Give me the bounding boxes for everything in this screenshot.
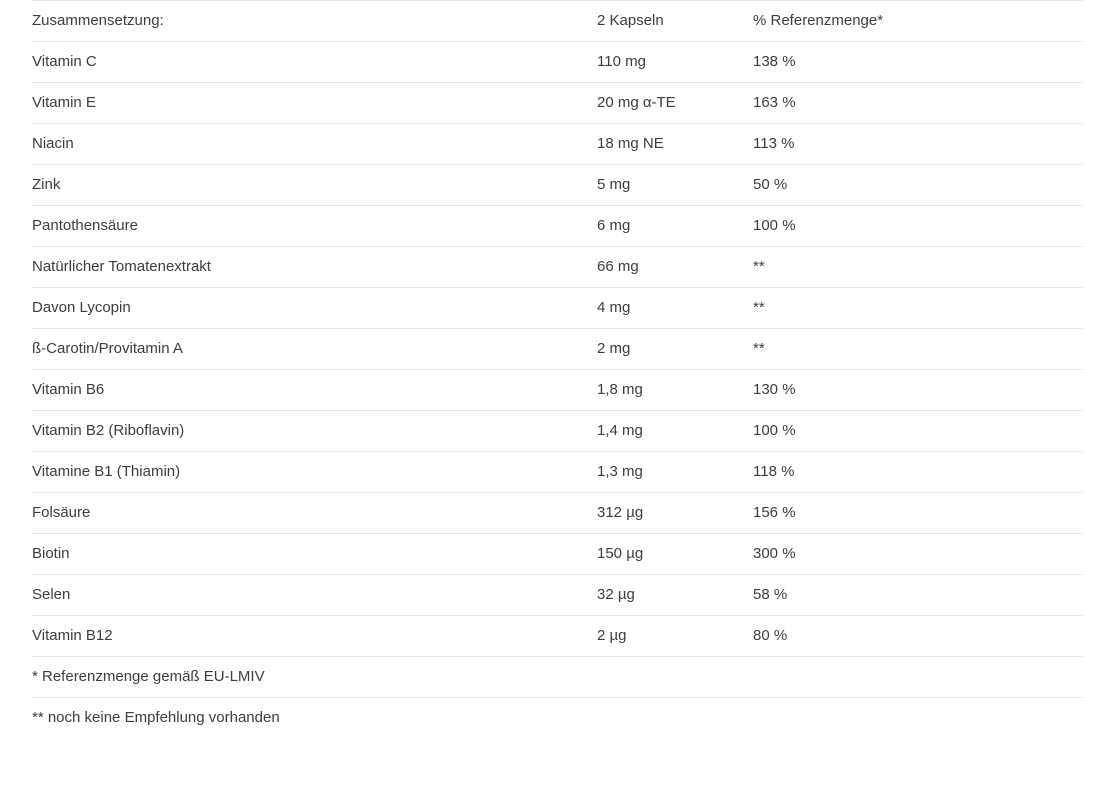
table-header-row [32,1,1083,42]
nutrient-reference: 138 % [753,42,1083,83]
nutrient-amount: 2 µg [597,616,753,657]
table-row [32,247,1083,288]
nutrient-name: Pantothensäure [32,206,597,247]
nutrient-reference: 113 % [753,124,1083,165]
table-row [32,83,1083,124]
table-row [32,329,1083,370]
table-row [32,493,1083,534]
nutrient-name: Selen [32,575,597,616]
nutrient-reference: 100 % [753,411,1083,452]
table-footnote-row [32,657,1083,698]
nutrient-reference: 80 % [753,616,1083,657]
nutrient-reference: 100 % [753,206,1083,247]
nutrient-name: Vitamine B1 (Thiamin) [32,452,597,493]
nutrient-amount: 32 µg [597,575,753,616]
nutrient-name: Vitamin E [32,83,597,124]
nutrient-amount: 2 mg [597,329,753,370]
nutrient-reference: 156 % [753,493,1083,534]
footnote-reference-amount: * Referenzmenge gemäß EU-LMIV [32,657,1083,698]
table-footnote-row [32,698,1083,739]
table-row [32,124,1083,165]
column-header-serving: 2 Kapseln [597,1,753,42]
nutrient-amount: 6 mg [597,206,753,247]
table-body [32,42,1083,739]
nutrient-name: Zink [32,165,597,206]
footnote-no-recommendation: ** noch keine Empfehlung vorhanden [32,698,1083,739]
nutrition-facts-table [32,0,1083,738]
nutrient-name: Vitamin B6 [32,370,597,411]
nutrient-reference: 163 % [753,83,1083,124]
table-row [32,452,1083,493]
nutrient-name: Vitamin B12 [32,616,597,657]
nutrient-name: ß-Carotin/Provitamin A [32,329,597,370]
table-row [32,206,1083,247]
table-row [32,370,1083,411]
nutrient-amount: 110 mg [597,42,753,83]
table-row [32,411,1083,452]
nutrient-reference: 58 % [753,575,1083,616]
nutrient-amount: 1,4 mg [597,411,753,452]
nutrient-reference: 118 % [753,452,1083,493]
table-row [32,616,1083,657]
nutrient-name: Davon Lycopin [32,288,597,329]
nutrient-amount: 18 mg NE [597,124,753,165]
nutrient-amount: 66 mg [597,247,753,288]
nutrient-name: Natürlicher Tomatenextrakt [32,247,597,288]
nutrient-name: Niacin [32,124,597,165]
nutrient-amount: 20 mg α-TE [597,83,753,124]
table-row [32,42,1083,83]
nutrient-amount: 1,3 mg [597,452,753,493]
nutrient-reference: 300 % [753,534,1083,575]
nutrient-reference: ** [753,288,1083,329]
nutrient-amount: 1,8 mg [597,370,753,411]
table-row [32,575,1083,616]
column-header-reference: % Referenzmenge* [753,1,1083,42]
nutrient-name: Biotin [32,534,597,575]
nutrient-amount: 5 mg [597,165,753,206]
nutrient-amount: 312 µg [597,493,753,534]
column-header-composition: Zusammensetzung: [32,1,597,42]
table-row [32,288,1083,329]
nutrient-reference: ** [753,247,1083,288]
nutrient-name: Vitamin C [32,42,597,83]
nutrient-amount: 4 mg [597,288,753,329]
nutrient-reference: 130 % [753,370,1083,411]
nutrient-name: Vitamin B2 (Riboflavin) [32,411,597,452]
nutrient-name: Folsäure [32,493,597,534]
nutrient-reference: ** [753,329,1083,370]
table-row [32,534,1083,575]
nutrient-amount: 150 µg [597,534,753,575]
table-row [32,165,1083,206]
nutrient-reference: 50 % [753,165,1083,206]
